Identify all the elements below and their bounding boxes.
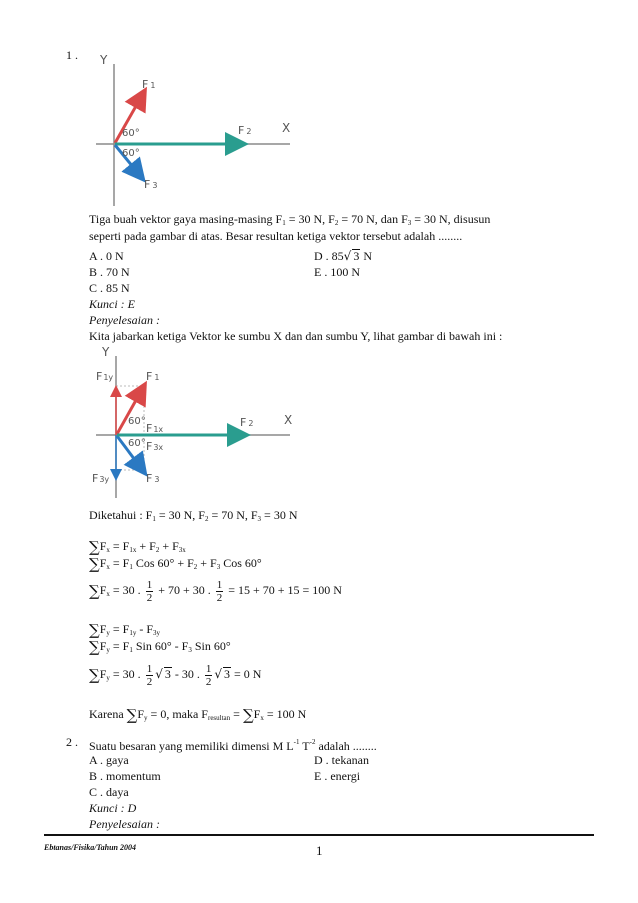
option-b: B . 70 N — [89, 265, 130, 279]
svg-text:X: X — [284, 413, 293, 427]
option-a: A . 0 N — [89, 249, 124, 263]
svg-text:60°: 60° — [128, 438, 146, 449]
vector-diagram-2 — [88, 342, 308, 502]
known-values: Diketahui : $F_1 = 30$ N, $F_2 = 70$ N, $F_3 = 30$ N — [89, 508, 298, 523]
option-d: D . 85√ 3 N — [314, 249, 372, 263]
page-number: 1 — [316, 843, 323, 858]
svg-text:F1 — [142, 78, 155, 91]
footer-rule — [44, 834, 594, 836]
option-c: C . 85 N — [89, 281, 130, 295]
sum-fx-line-3: $\sum F_x = 30$ . $\frac{1}{2}$ + 70 + 30 . $\frac{1}{2}$ = 15 + 70 + 15 = 100 N — [89, 578, 342, 604]
conclusion: Karena $\sum F_y = 0$, maka $F_{resultan} = \sum F_x = 100$ N — [89, 706, 307, 724]
f3-sub: 3 — [152, 181, 158, 190]
sum-fx-line-2: $\sum F_x = F_1$ Cos $60^\circ + F_2 + F_3$ Cos 60° — [89, 555, 262, 573]
f2-sub: 2 — [246, 127, 252, 136]
p2-option-c: C . daya — [89, 785, 129, 799]
svg-text:F1y: F1y — [96, 370, 114, 383]
f2-label: F — [238, 124, 245, 137]
sum-fy-line-3: $\sum F_y = 30$ . $\frac{1}{2}$ √ 3 - 30 . $\frac{1}{2}$ √ 3 = 0 N — [89, 662, 262, 688]
p2-option-a: A . gaya — [89, 753, 129, 767]
svg-text:F3: F 3 — [146, 472, 160, 485]
y-axis-label: Y — [100, 53, 108, 67]
f3-label: F — [144, 178, 151, 191]
answer-key: Kunci : E — [89, 297, 135, 311]
svg-text:F1: F 1 — [146, 370, 160, 383]
svg-text:Y: Y — [102, 345, 110, 359]
svg-text:F2 — [238, 124, 251, 137]
option-e: E . 100 N — [314, 265, 360, 279]
svg-text:F1x: F1x — [146, 422, 164, 435]
solution-label: Penyelesaian : — [89, 313, 160, 327]
sum-fy-line-1: $\sum F_y = F_{1y} - F_{3y}$ — [89, 621, 161, 639]
solution-intro: Kita jabarkan ketiga Vektor ke sumbu X dan dan sumbu Y, lihat gambar di bawah ini : — [89, 329, 503, 343]
x-axis-label: X — [282, 121, 291, 135]
svg-text:F3x: F3x — [146, 440, 164, 453]
svg-text:60°: 60° — [128, 416, 146, 427]
problem-2-number: 2 . — [66, 735, 78, 749]
statement-line-1: Tiga buah vektor gaya masing-masing $F_1 = 30$ N, $F_2 = 70$ N, dan $F_3 = 30$ N, disusun — [89, 212, 491, 227]
sum-fy-line-2: $\sum F_y = F_1$ Sin $60^\circ - F_3$ Sin 60° — [89, 638, 231, 656]
f1-sub: 1 — [150, 81, 156, 90]
footer-source: Ebtanas/Fisika/Tahun 2004 — [44, 843, 136, 852]
p2-answer-key: Kunci : D — [89, 801, 137, 815]
p2-option-e: E . energi — [314, 769, 361, 783]
p2-option-b: B . momentum — [89, 769, 161, 783]
statement-line-2: seperti pada gambar di atas. Besar resultan ketiga vektor tersebut adalah ........ — [89, 229, 463, 243]
p2-solution-label: Penyelesaian : — [89, 817, 160, 831]
svg-text:F2: F 2 — [240, 416, 254, 429]
p2-option-d: D . tekanan — [314, 753, 369, 767]
sum-fx-line-1: $\sum F_x = F_{1x} + F_2 + F_{3x}$ — [89, 538, 186, 556]
svg-text:F3 — [144, 178, 157, 191]
vector-diagram-1 — [88, 50, 308, 210]
svg-text:F3y: F3y — [92, 472, 110, 485]
problem-2-question: Suatu besaran yang memiliki dimensi M $L^{-1}$ $T^{-2}$ adalah ........ — [89, 738, 377, 753]
angle-bottom: 60° — [122, 148, 140, 159]
problem-1-number: 1 . — [66, 48, 78, 62]
angle-top: 60° — [122, 128, 140, 139]
f1-label: F — [142, 78, 149, 91]
